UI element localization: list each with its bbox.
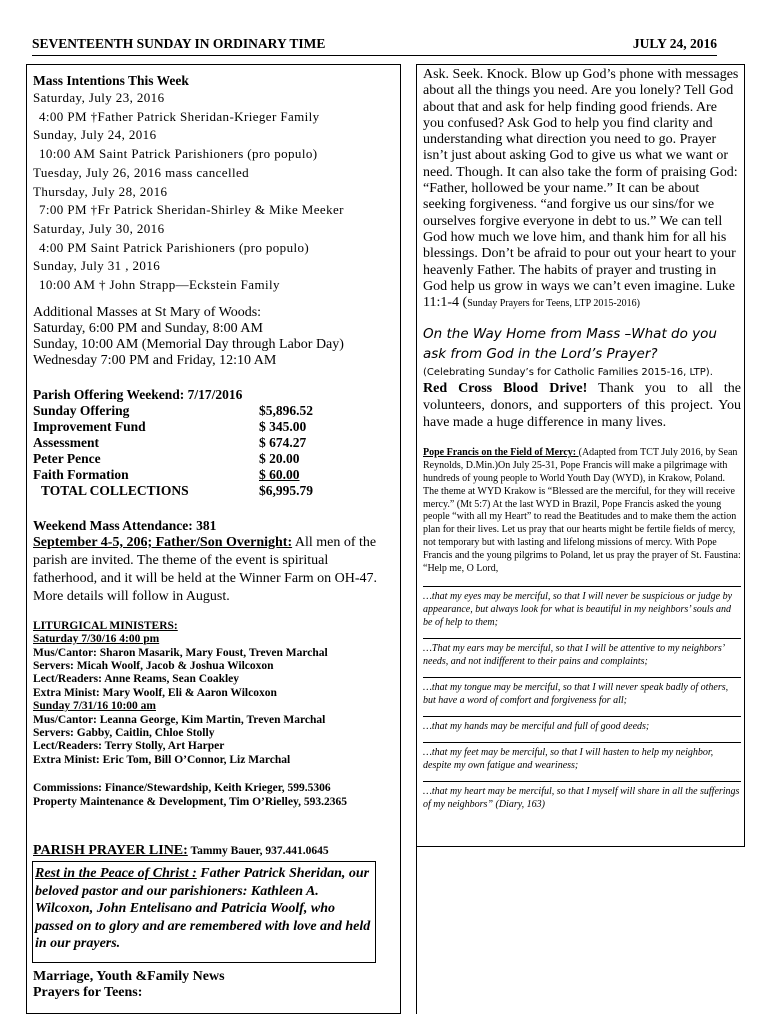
mass-intention-line: Thursday, July 28, 2016 bbox=[33, 183, 168, 199]
liturgical-line: Sunday 7/31/16 10:00 am bbox=[33, 700, 157, 713]
marriage-heading: Marriage, Youth &Family News bbox=[33, 969, 225, 984]
mass-intention-line: 10:00 AM † John Strapp—Eckstein Family bbox=[39, 277, 280, 293]
overnight-notice bbox=[33, 534, 393, 606]
rest-in-peace-heading: Rest in the Peace of Christ : bbox=[35, 866, 197, 881]
parish-prayer-line bbox=[33, 841, 329, 859]
mass-attendance: Weekend Mass Attendance: 381 bbox=[33, 517, 217, 533]
offering-label: Improvement Fund bbox=[33, 418, 146, 434]
additional-masses-line: Wednesday 7:00 PM and Friday, 12:10 AM bbox=[33, 352, 277, 368]
mass-intention-line: Saturday, July 30, 2016 bbox=[33, 220, 165, 236]
mass-intentions-title: Mass Intentions This Week bbox=[33, 73, 189, 88]
liturgical-ministers bbox=[33, 620, 393, 767]
offering-label: TOTAL COLLECTIONS bbox=[41, 482, 189, 498]
pope-text: (Adapted from TCT July 2016, by Sean Reynolds, D.Min.)On July 25-31, Pope Francis will make a pilgrimage with hundreds of young people to World Youth Day (WYD), in Krakow, Poland. The theme at WYD Krakow is “Blessed are the merciful, for they will receive mercy.” (Mt 5:7) At the last WYD in Brazil, Pope Francis asked the young people “with all my Heart” to read the Beatitudes and to make them the action plan for their lives. Let us pray that our hearts might be fertile fields of mercy, not temporary but with lasting and lifelong missions of mercy. With Pope Francis and the young pilgrims to Poland, let us pray the prayer of St. Faustina: “Help me, O Lord, bbox=[423, 447, 741, 574]
offering-amount: $ 674.27 bbox=[259, 434, 307, 450]
mass-intention-line: 10:00 AM Saint Patrick Parishioners (pro populo) bbox=[39, 146, 318, 162]
mercy-prayer: …that my heart may be merciful, so that I myself will share in all the sufferings of my neighbors” (Diary, 163) bbox=[423, 781, 741, 811]
pope-francis-article bbox=[423, 447, 741, 575]
commissions-line: Commissions: Finance/Stewardship, Keith Krieger, 599.5306 bbox=[33, 782, 331, 795]
prayer-line-contact: Tammy Bauer, 937.441.0645 bbox=[187, 845, 329, 857]
additional-masses bbox=[33, 305, 393, 369]
liturgical-line: Lect/Readers: Anne Reams, Sean Coakley bbox=[33, 673, 240, 686]
right-column bbox=[416, 64, 745, 847]
offering-amount: $5,896.52 bbox=[259, 402, 313, 418]
offering-row bbox=[33, 419, 393, 435]
offering-row bbox=[33, 403, 393, 419]
offering-total-row bbox=[33, 483, 393, 499]
blood-drive-heading: Red Cross Blood Drive! bbox=[423, 381, 588, 397]
offering-label: Peter Pence bbox=[33, 450, 101, 466]
liturgical-line: Servers: Micah Woolf, Jacob & Joshua Wilcoxon bbox=[33, 659, 274, 672]
rest-in-peace-text bbox=[35, 865, 373, 953]
way-home-source: (Celebrating Sunday’s for Catholic Families 2015-16, LTP). bbox=[423, 367, 713, 379]
ask-seek-text: Ask. Seek. Knock. Blow up God’s phone with messages about all the things you need. Are you lonely? Tell God about that and ask for help finding good friends. Are you confused? Ask God to help you find clarity and understanding what direction you need to go. Prayer isn’t just about asking God to give us what we want or need. Though. It can also take the form of praising God: “Father, hollowed be your name.” It can be about seeking forgiveness. “and forgive us our sins/for we ourselves forgive everyone in debt to us.” We can tell God how much we love him, and thank him for all his blessings. Don’t be afraid to pour out your heart to your heavenly Father. The habits of prayer and trusting in God help us grow in ways we can’t even imagine. Luke 11:1-4 ( bbox=[423, 67, 739, 311]
additional-masses-line: Sunday, 10:00 AM (Memorial Day through Labor Day) bbox=[33, 336, 344, 352]
mercy-prayer: …that my hands may be merciful and full of good deeds; bbox=[423, 716, 741, 733]
mass-intention-line: Sunday, July 24, 2016 bbox=[33, 127, 157, 143]
offering-label: Sunday Offering bbox=[33, 402, 130, 418]
liturgical-line: Mus/Cantor: Leanna George, Kim Martin, Treven Marchal bbox=[33, 713, 326, 726]
mass-intention-line: 4:00 PM †Father Patrick Sheridan-Krieger Family bbox=[39, 108, 320, 124]
rest-in-peace-box bbox=[32, 861, 376, 963]
page-header bbox=[32, 33, 717, 56]
offering-title: Parish Offering Weekend: 7/17/2016 bbox=[33, 386, 243, 402]
mass-intention-line: 7:00 PM †Fr Patrick Sheridan-Shirley & Mike Meeker bbox=[39, 202, 344, 218]
mass-intention-line: 4:00 PM Saint Patrick Parishioners (pro populo) bbox=[39, 239, 310, 255]
left-column bbox=[26, 64, 401, 1014]
mercy-prayer: …that my tongue may be merciful, so that I will never speak badly of others, but have a word of comfort and forgiveness for all; bbox=[423, 677, 741, 707]
marriage-youth-news bbox=[33, 969, 225, 1001]
way-home-heading: On the Way Home from Mass –What do you ask from God in the Lord’s Prayer? bbox=[423, 326, 717, 363]
ask-seek-knock bbox=[423, 67, 741, 312]
offering-row bbox=[33, 467, 393, 483]
additional-masses-line: Saturday, 6:00 PM and Sunday, 8:00 AM bbox=[33, 320, 263, 336]
prayer-line-heading: PARISH PRAYER LINE: bbox=[33, 843, 188, 858]
offering-amount: $ 60.00 bbox=[259, 466, 300, 482]
mass-intention-line: Saturday, July 23, 2016 bbox=[33, 90, 165, 105]
liturgical-line: Extra Minist: Mary Woolf, Eli & Aaron Wilcoxon bbox=[33, 686, 277, 699]
offering-row bbox=[33, 435, 393, 451]
commissions bbox=[33, 781, 393, 809]
blood-drive-text: Thank you to all the volunteers, donors, and supporters of this project. You have made a huge difference in many lives. bbox=[423, 381, 742, 431]
mass-intentions-list bbox=[33, 89, 393, 295]
liturgical-line: Lect/Readers: Terry Stolly, Art Harper bbox=[33, 740, 225, 753]
header-title: SEVENTEENTH SUNDAY IN ORDINARY TIME bbox=[32, 36, 326, 51]
liturgical-line: Mus/Cantor: Sharon Masarik, Mary Foust, Treven Marchal bbox=[33, 646, 328, 659]
mercy-prayer: …that my feet may be merciful, so that I will hasten to help my neighbor, despite my own fatigue and weariness; bbox=[423, 742, 741, 772]
overnight-text: All men of the parish are invited. The theme of the event is spiritual fatherhood, and it will be held at the Winner Farm on OH-47. More details will follow in August. bbox=[33, 534, 378, 604]
header-date: JULY 24, 2016 bbox=[632, 36, 717, 51]
mass-intention-line: Tuesday, July 26, 2016 mass cancelled bbox=[33, 164, 250, 180]
liturgical-line: Servers: Gabby, Caitlin, Chloe Stolly bbox=[33, 726, 215, 739]
offering-amount: $ 20.00 bbox=[259, 450, 300, 466]
offering-label: Faith Formation bbox=[33, 466, 129, 482]
mass-intention-line: Sunday, July 31 , 2016 bbox=[33, 258, 161, 274]
offering-amount: $6,995.79 bbox=[259, 482, 313, 498]
pope-heading: Pope Francis on the Field of Mercy: bbox=[423, 447, 579, 459]
liturgical-line: Saturday 7/30/16 4:00 pm bbox=[33, 633, 160, 646]
rest-in-peace-body: Father Patrick Sheridan, our beloved pastor and our parishioners: Kathleen A. Wilcoxon, John Entelisano and Patricia Woolf, who passed on to glory and are remembered with love and held in our prayers. bbox=[35, 866, 371, 951]
additional-masses-line: Additional Masses at St Mary of Woods: bbox=[33, 304, 262, 320]
offering-row bbox=[33, 451, 393, 467]
offering-table bbox=[33, 387, 393, 499]
liturgical-title: LITURGICAL MINISTERS: bbox=[33, 619, 178, 632]
overnight-heading: September 4-5, 206; Father/Son Overnight: bbox=[33, 534, 293, 550]
offering-amount: $ 345.00 bbox=[259, 418, 307, 434]
ask-seek-source: Sunday Prayers for Teens, LTP 2015-2016) bbox=[467, 298, 641, 310]
prayers-for-teens-heading: Prayers for Teens: bbox=[33, 985, 143, 1000]
mercy-prayer: …that my eyes may be merciful, so that I will never be suspicious or judge by appearance, but always look for what is beautiful in my neighbors’ souls and be of help to them; bbox=[423, 586, 741, 629]
offering-label: Assessment bbox=[33, 434, 99, 450]
blood-drive bbox=[423, 380, 741, 431]
commissions-line: Property Maintenance & Development, Tim O’Rielley, 593.2365 bbox=[33, 796, 347, 809]
mercy-prayer: …That my ears may be merciful, so that I will be attentive to my neighbors’ needs, and not indifferent to their pains and complaints; bbox=[423, 638, 741, 668]
liturgical-line: Extra Minist: Eric Tom, Bill O’Connor, Liz Marchal bbox=[33, 753, 291, 766]
